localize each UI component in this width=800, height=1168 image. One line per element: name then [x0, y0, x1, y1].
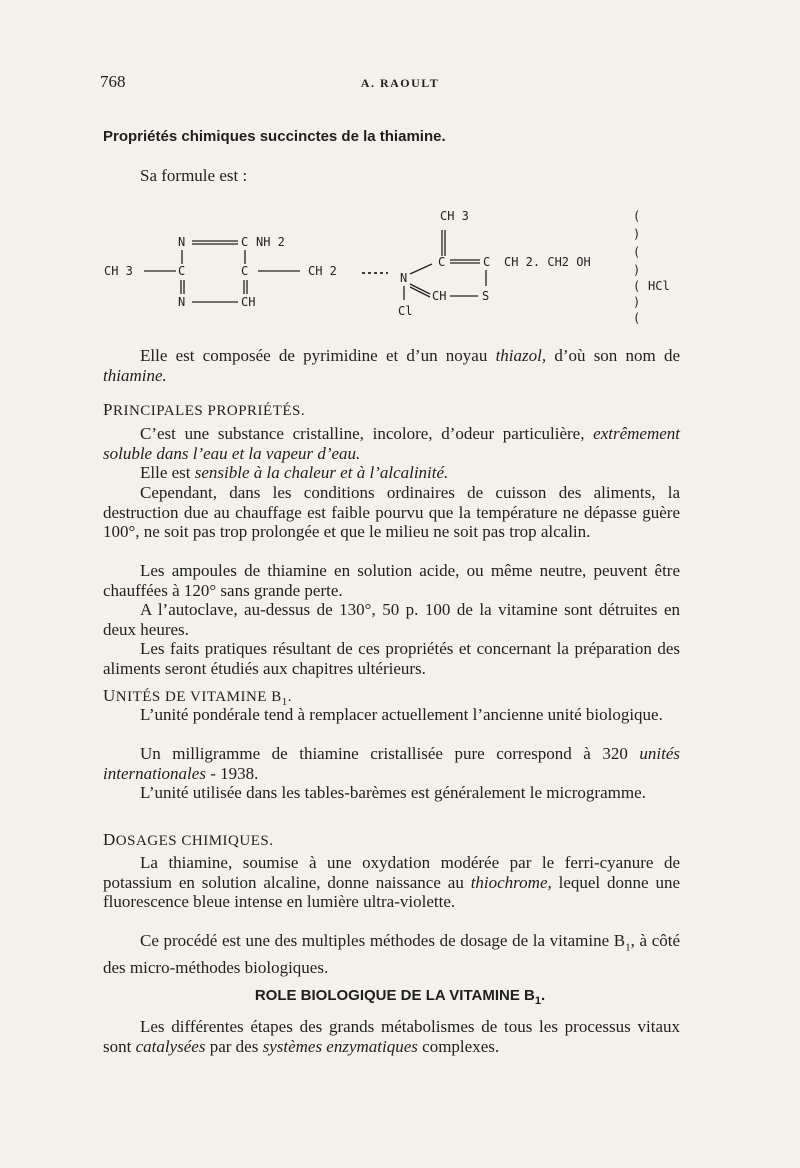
- formula-atom-n-thiazol: N: [400, 271, 408, 285]
- paragraph-oxydation: La thiamine, soumise à une oxydation modérée par le ferri-cyanure de potassium en solution alcaline, donne naissance au thiochrome, lequel donne une fluorescence bleue intense en lumière ultra-violette.: [103, 853, 680, 911]
- paragraph-tables-baremes: L’unité utilisée dans les tables-barèmes est généralement le microgramme.: [140, 783, 646, 802]
- svg-text:(: (: [633, 245, 641, 259]
- paragraph-sensible: Elle est sensible à la chaleur et à l’alcalinité.: [140, 463, 449, 482]
- section-title-role-biologique: ROLE BIOLOGIQUE DE LA VITAMINE $B_1$.: [254, 987, 546, 1007]
- paragraph-substance: C’est une substance cristalline, incolore, d’odeur particulière, extrêmement soluble dans l’eau et la vapeur d’eau.: [103, 424, 681, 463]
- formula-ch3-top: CH 3: [440, 209, 469, 223]
- paragraph-milligramme: Un milligramme de thiamine cristallisée pure correspond à 320 unités internationales - 1938.: [103, 744, 680, 783]
- thiamine-formula: [100, 200, 700, 330]
- formula-atom-c-left: C: [178, 264, 186, 278]
- formula-atom-c-top: C: [241, 235, 249, 249]
- svg-text:): ): [633, 263, 641, 277]
- section-subtitle: Propriétés chimiques succinctes de la thiamine.: [103, 128, 446, 145]
- paragraph-procede: Ce procédé est une des multiples méthodes de dosage de la vitamine $B_1$, à côté des micro-méthodes biologiques.: [103, 931, 681, 977]
- formula-atom-n-top: N: [178, 235, 186, 249]
- paragraph-composition: Elle est composée de pyrimidine et d’un noyau thiazol, d’où son nom de thiamine.: [103, 346, 681, 385]
- svg-text:(: (: [633, 209, 641, 223]
- formula-ch3-left: CH 3: [104, 264, 133, 278]
- svg-text:(: (: [633, 311, 641, 325]
- formula-atom-c-thz-top: C: [438, 255, 446, 269]
- formula-intro: Sa formule est :: [140, 166, 248, 185]
- formula-ch2-link: CH 2: [308, 264, 337, 278]
- paragraph-metabolismes: Les différentes étapes des grands métabolismes de tous les processus vitaux sont catalysées par des systèmes enzymatiques complexes.: [103, 1017, 680, 1056]
- paragraph-unite-ponderale: L’unité pondérale tend à remplacer actuellement l’ancienne unité biologique.: [140, 705, 663, 724]
- heading-dosages-chimiques: DOSAGES CHIMIQUES.: [103, 830, 274, 849]
- formula-atom-n-bottom: N: [178, 295, 186, 309]
- formula-nh2: NH 2: [256, 235, 285, 249]
- paragraph-cuisson: Cependant, dans les conditions ordinaires de cuisson des aliments, la destruction due au chauffage est faible pourvu que la température ne dépasse guère 100°, ne soit pas trop prolongée et que le milieu ne soit pas trop alcalin.: [103, 483, 680, 541]
- formula-atom-cl: Cl: [398, 304, 413, 318]
- page-number: 768: [100, 72, 126, 91]
- formula-hcl: HCl: [648, 279, 670, 293]
- formula-atom-ch-thz: CH: [432, 289, 447, 303]
- svg-text:): ): [633, 227, 641, 241]
- svg-text:(: (: [633, 279, 641, 293]
- formula-atom-s-thz: S: [482, 289, 490, 303]
- running-header-author: A. RAOULT: [360, 76, 440, 90]
- heading-unites-vitamine: UNITÉS DE VITAMINE $B_1$.: [103, 686, 292, 708]
- heading-principales-proprietes: PRINCIPALES PROPRIÉTÉS.: [103, 400, 306, 419]
- formula-atom-c-thz-right: C: [483, 255, 491, 269]
- formula-atom-ch-bottom: CH: [241, 295, 256, 309]
- svg-text:): ): [633, 295, 641, 309]
- formula-ch2-ch2oh: CH 2. CH2 OH: [504, 255, 591, 269]
- paragraph-autoclave: A l’autoclave, au-dessus de 130°, 50 p. 100 de la vitamine sont détruites en deux heures.: [103, 600, 680, 639]
- formula-atom-c-center: C: [241, 264, 249, 278]
- paragraph-faits-pratiques: Les faits pratiques résultant de ces propriétés et concernant la préparation des aliments seront étudiés aux chapitres ultérieurs.: [103, 639, 680, 678]
- paragraph-ampoules: Les ampoules de thiamine en solution acide, ou même neutre, peuvent être chauffées à 120° sans grande perte.: [103, 561, 680, 600]
